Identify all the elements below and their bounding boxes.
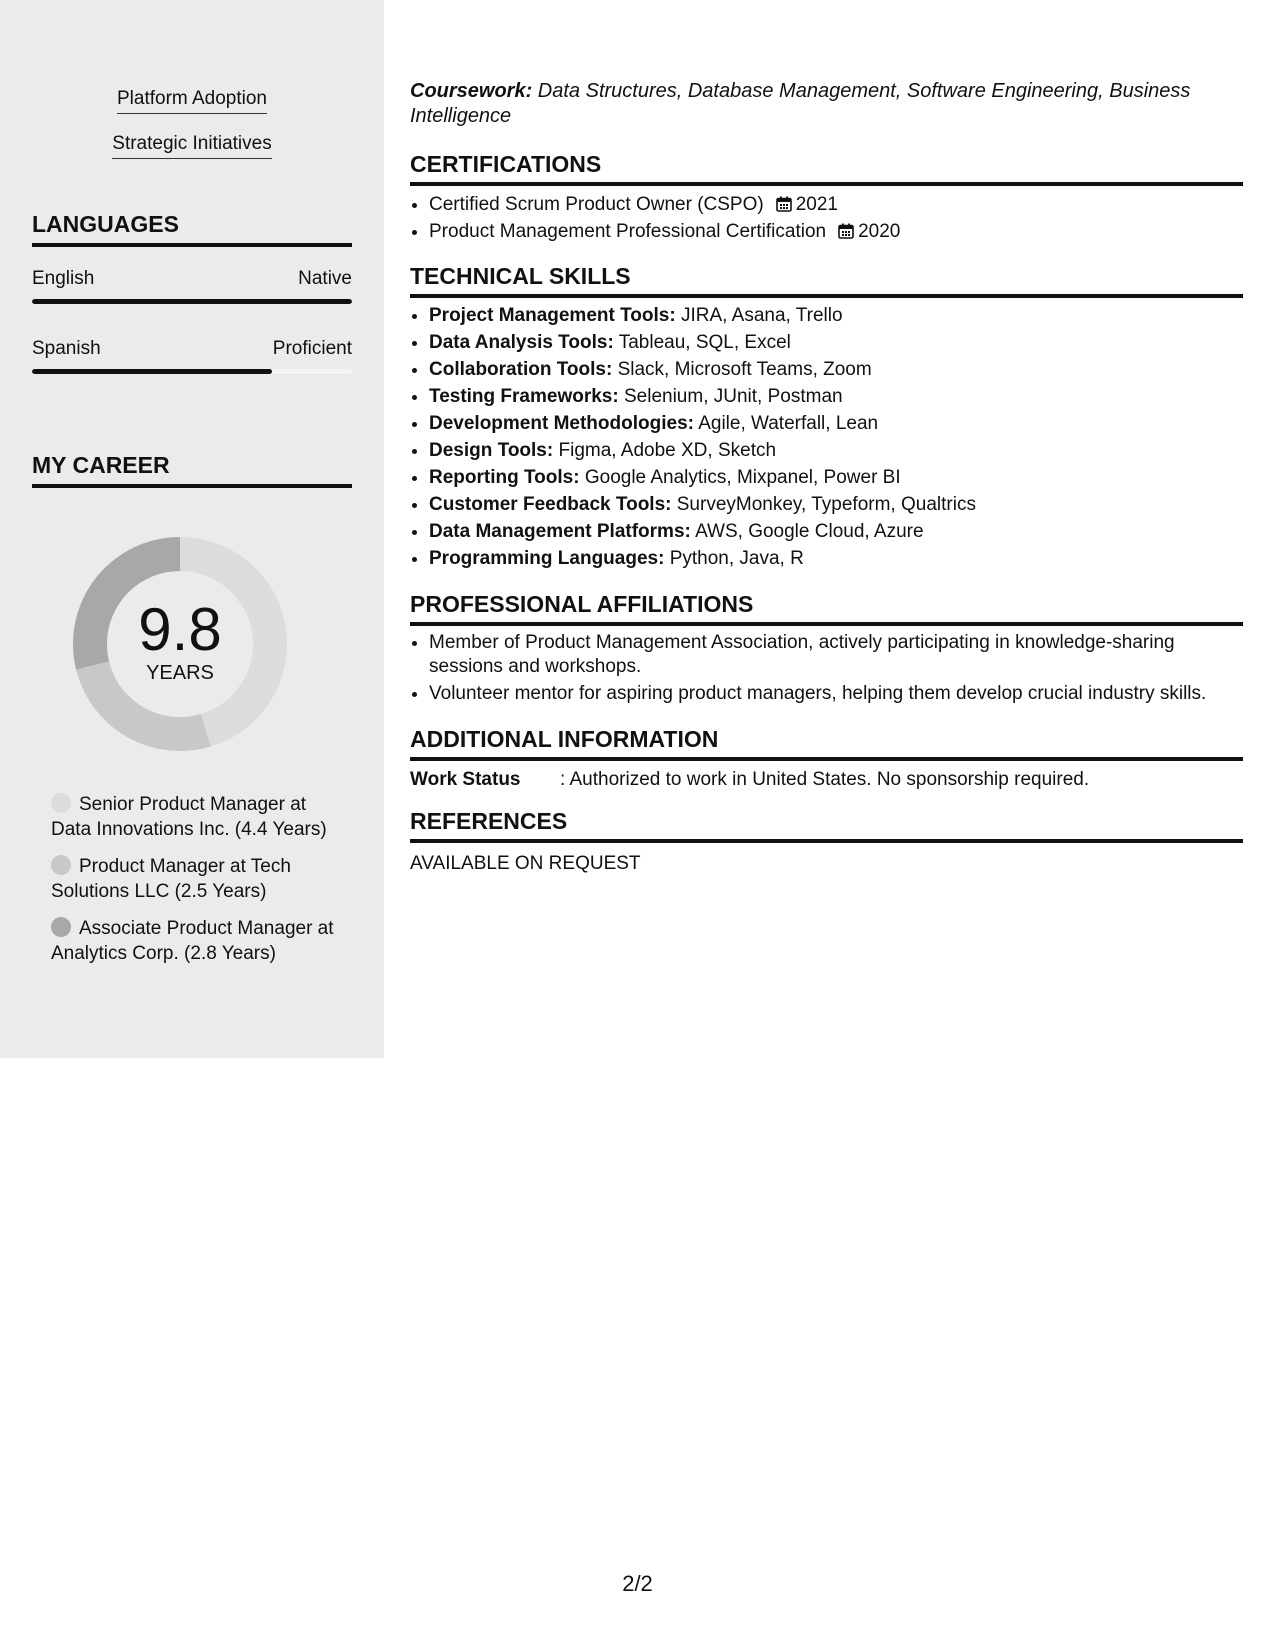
career-total-unit: YEARS	[146, 662, 214, 684]
career-heading: MY CAREER	[32, 450, 352, 488]
skill-label: Project Management Tools:	[429, 305, 676, 326]
skill-label: Testing Frameworks:	[429, 386, 619, 407]
certification-year: 2021	[795, 194, 838, 215]
language-bar-fill	[32, 369, 272, 374]
references-text: AVAILABLE ON REQUEST	[410, 853, 641, 874]
certification-name: Product Management Professional Certification	[429, 221, 827, 242]
skill-value: Selenium, JUnit, Postman	[618, 386, 843, 407]
legend-label: Associate Product Manager at Analytics Corp. (2.8 Years)	[51, 918, 334, 964]
language-bar-fill	[32, 299, 352, 304]
skill-item	[429, 329, 1264, 356]
language-level: Proficient	[272, 338, 352, 359]
skill-label: Development Methodologies:	[429, 413, 694, 434]
language-name: English	[32, 268, 95, 289]
work-status-row	[410, 768, 1245, 792]
skill-value: Google Analytics, Mixpanel, Power BI	[579, 467, 901, 488]
career-donut-chart	[67, 531, 293, 757]
skill-item	[429, 545, 1264, 572]
skill-item	[429, 383, 1264, 410]
legend-label: Senior Product Manager at Data Innovations Inc. (4.4 Years)	[51, 794, 327, 840]
skill-item	[429, 356, 1264, 383]
donut-center	[67, 531, 293, 757]
languages-heading: LANGUAGES	[32, 209, 352, 247]
legend-dot-icon	[51, 917, 71, 937]
language-row-english	[32, 267, 352, 291]
tag-label: Strategic Initiatives	[112, 132, 271, 159]
certification-year: 2020	[858, 221, 901, 242]
tag-platform-adoption	[32, 87, 352, 114]
skill-value: AWS, Google Cloud, Azure	[690, 521, 924, 542]
affiliations-heading: PROFESSIONAL AFFILIATIONS	[410, 590, 1243, 626]
skill-value: Figma, Adobe XD, Sketch	[553, 440, 777, 461]
skill-value: Tableau, SQL, Excel	[613, 332, 791, 353]
page-number: 2/2	[622, 1571, 653, 1596]
technical-skills-list	[410, 302, 1264, 572]
affiliation-item: • Member of Product Management Association, actively participating in knowledge-sharing sessions and workshops.	[429, 631, 1209, 679]
skill-value: Python, Java, R	[664, 548, 804, 569]
affiliations-list	[410, 631, 1209, 706]
skill-item	[429, 437, 1264, 464]
calendar-icon	[838, 223, 854, 239]
skill-label: Customer Feedback Tools:	[429, 494, 672, 515]
technical-skills-heading: TECHNICAL SKILLS	[410, 262, 1243, 298]
tag-strategic-initiatives	[32, 132, 352, 159]
skill-label: Design Tools:	[429, 440, 554, 461]
career-legend-item	[51, 792, 341, 842]
language-row-spanish	[32, 337, 352, 361]
skill-item	[429, 491, 1264, 518]
calendar-icon	[776, 196, 792, 212]
language-bar-english	[32, 299, 352, 304]
certification-item	[429, 191, 1264, 218]
skill-item	[429, 518, 1264, 545]
language-level: Native	[298, 268, 352, 289]
coursework-text: Data Structures, Database Management, Software Engineering, Business Intelligence	[410, 80, 1191, 127]
skill-value: JIRA, Asana, Trello	[675, 305, 843, 326]
references-heading: REFERENCES	[410, 807, 1243, 843]
skill-item	[429, 464, 1264, 491]
affiliation-item: • Volunteer mentor for aspiring product managers, helping them develop crucial industry skills.	[429, 682, 1209, 706]
certification-item	[429, 218, 1264, 245]
career-legend-item	[51, 916, 341, 966]
sidebar	[0, 0, 384, 1058]
language-bar-spanish	[32, 369, 352, 374]
legend-label: Product Manager at Tech Solutions LLC (2.5 Years)	[51, 856, 291, 902]
work-status-label: Work Status	[410, 769, 521, 790]
certifications-list	[410, 191, 1264, 245]
career-total-value: 9.8	[138, 596, 222, 663]
career-legend-item	[51, 854, 341, 904]
skill-value: Slack, Microsoft Teams, Zoom	[612, 359, 872, 380]
coursework-label: Coursework:	[410, 80, 533, 102]
skill-item	[429, 410, 1264, 437]
work-status-value: : Authorized to work in United States. No sponsorship required.	[560, 769, 1090, 790]
additional-info-heading: ADDITIONAL INFORMATION	[410, 725, 1243, 761]
certifications-heading: CERTIFICATIONS	[410, 150, 1243, 186]
legend-dot-icon	[51, 855, 71, 875]
tag-label: Platform Adoption	[117, 87, 267, 114]
coursework	[410, 79, 1245, 129]
certification-name: Certified Scrum Product Owner (CSPO)	[429, 194, 764, 215]
legend-dot-icon	[51, 793, 71, 813]
skill-value: SurveyMonkey, Typeform, Qualtrics	[671, 494, 976, 515]
skill-item	[429, 302, 1264, 329]
skill-label: Reporting Tools:	[429, 467, 580, 488]
skill-label: Collaboration Tools:	[429, 359, 613, 380]
skill-value: Agile, Waterfall, Lean	[693, 413, 879, 434]
skill-label: Data Analysis Tools:	[429, 332, 614, 353]
skill-label: Data Management Platforms:	[429, 521, 691, 542]
language-name: Spanish	[32, 338, 101, 359]
skill-label: Programming Languages:	[429, 548, 665, 569]
